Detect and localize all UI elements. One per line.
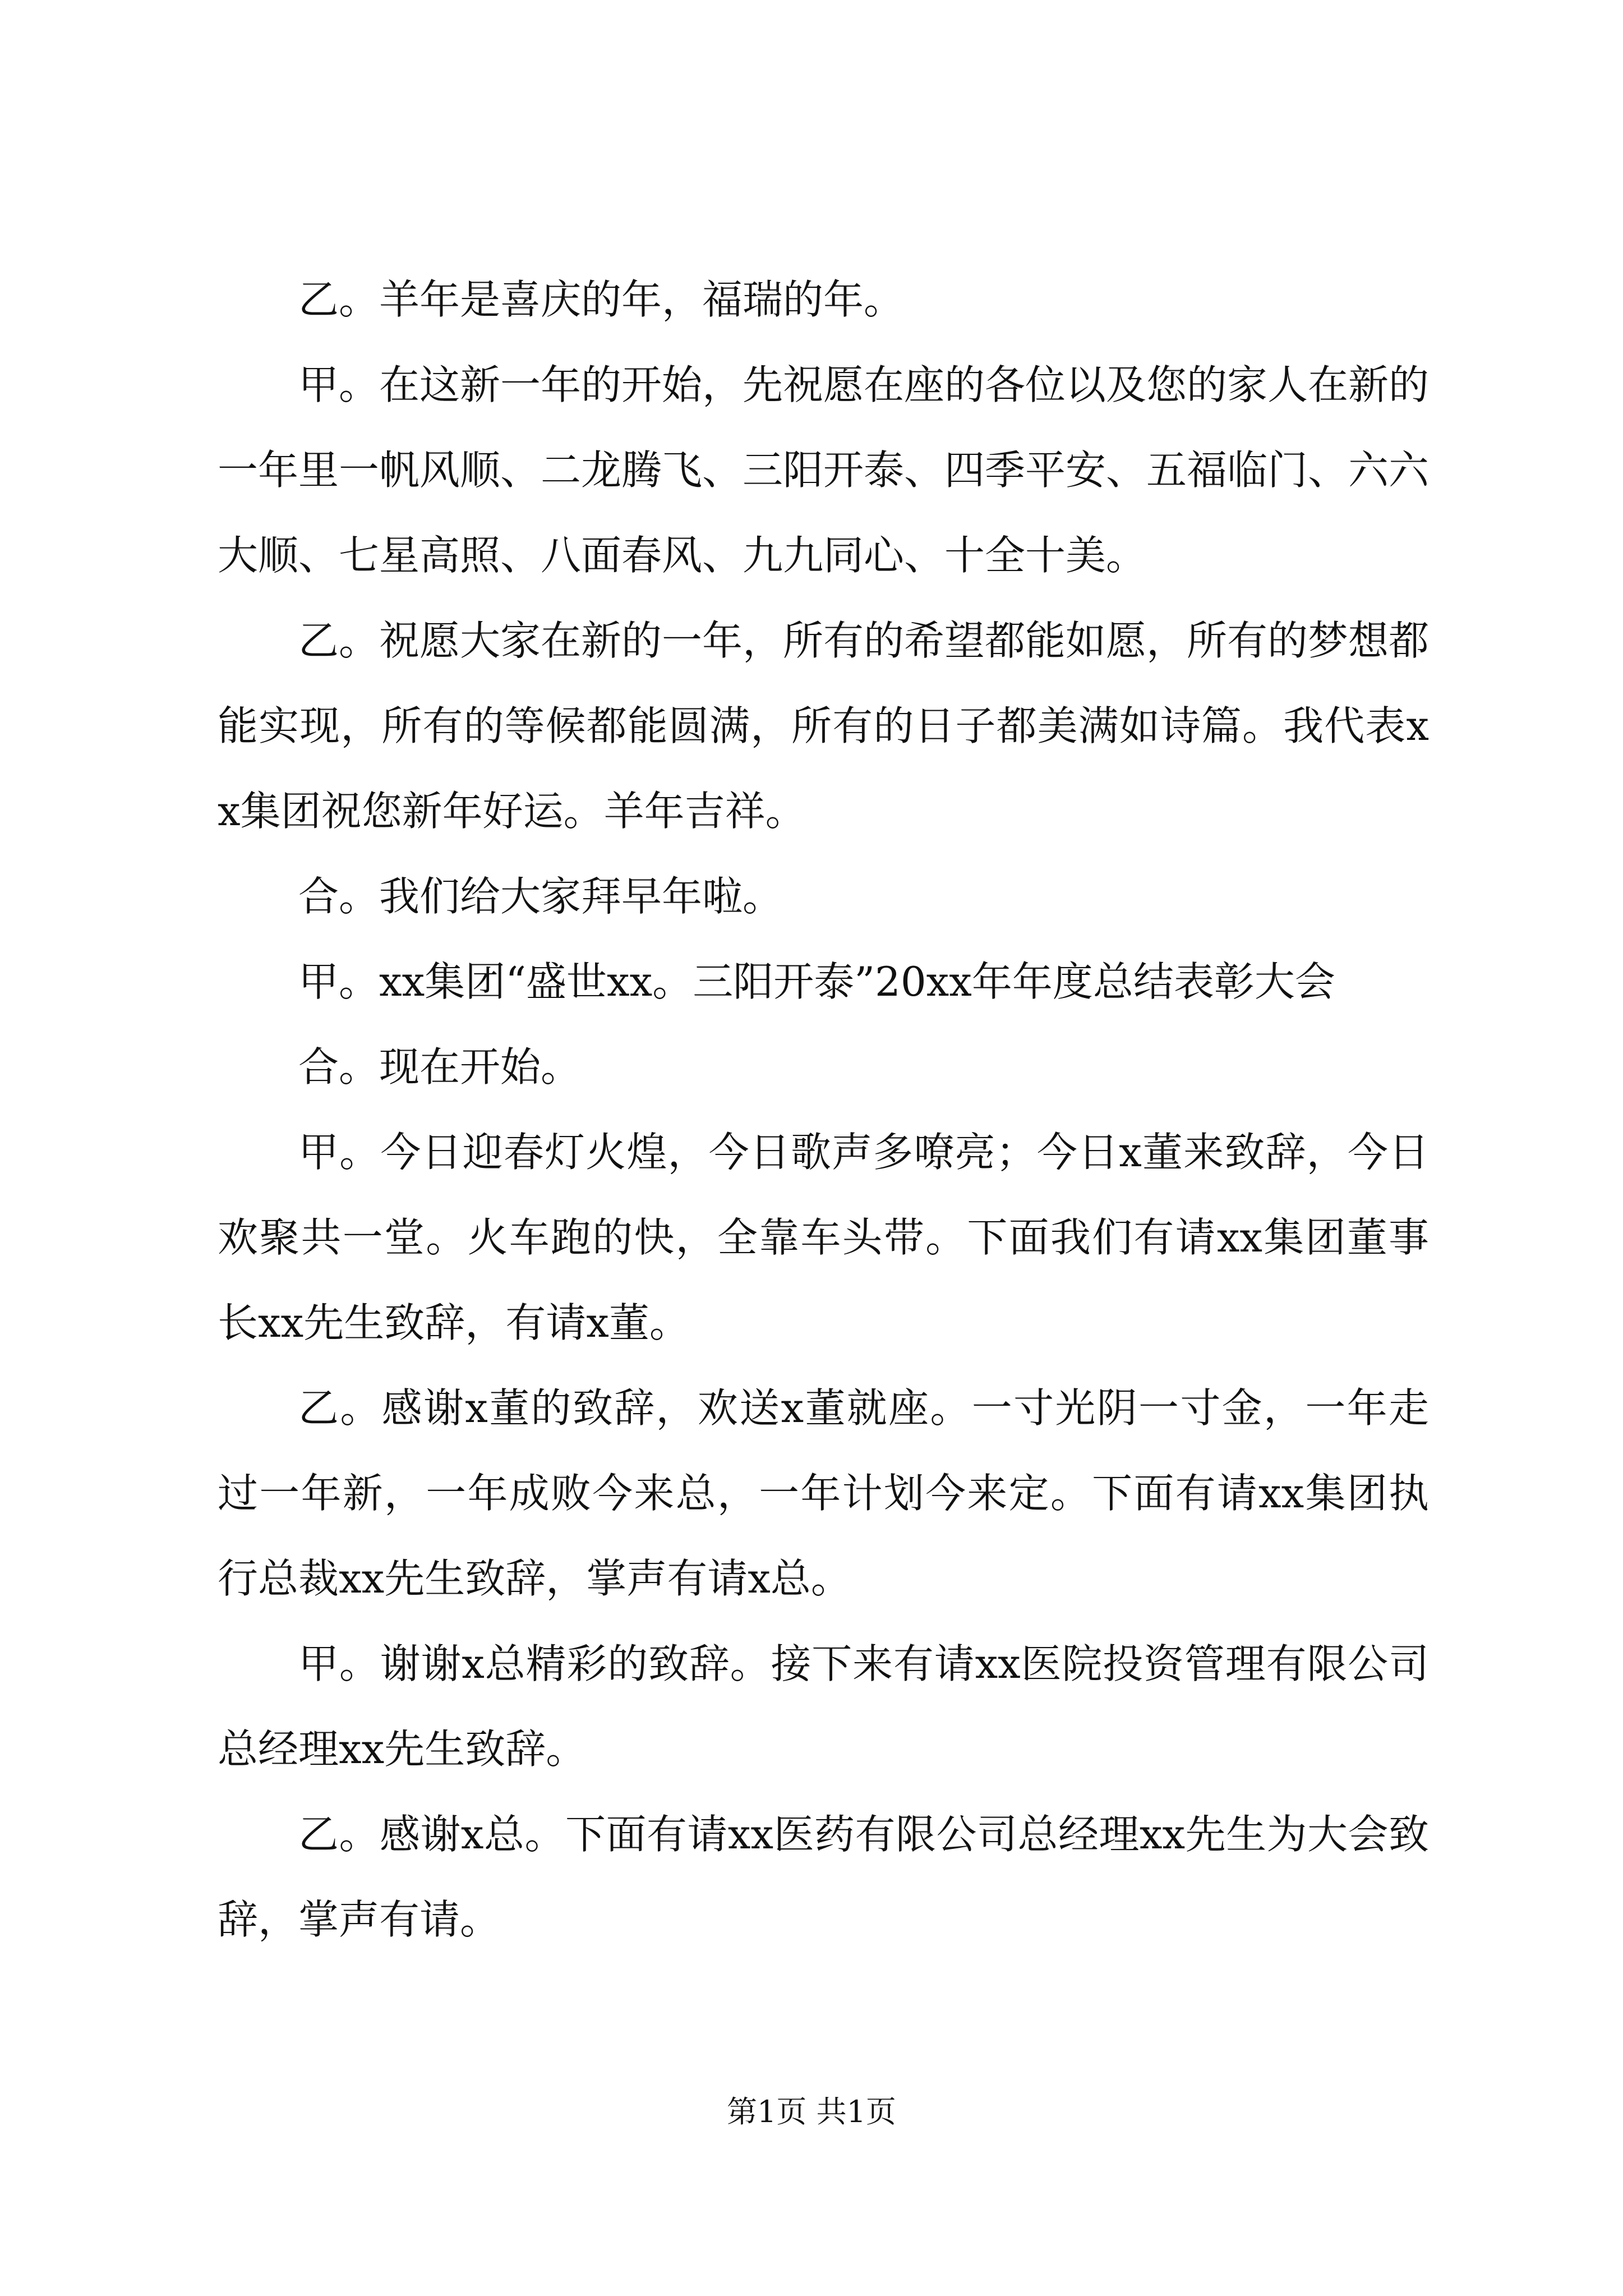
paragraph-4: 合。我们给大家拜早年啦。 (298, 873, 783, 920)
paragraph-8: 乙。感谢x董的致辞，欢送x董就座。一寸光阴一寸金，一年走过一年新，一年成败今来总，一年计划今来定。下面有请xx集团执行总裁xx先生致辞，掌声有请x总。 (218, 1384, 1429, 1602)
paragraph-3: 乙。祝愿大家在新的一年，所有的希望都能如愿，所有的梦想都能实现，所有的等候都能圆满，所有的日子都美满如诗篇。我代表xx集团祝您新年好运。羊年吉祥。 (218, 617, 1430, 835)
page-footer: 第1页 共1页 (727, 2094, 896, 2129)
document-body (218, 257, 1429, 1962)
paragraph-5: 甲。xx集团“盛世xx。三阳开泰”20xx年年度总结表彰大会 (298, 958, 1335, 1005)
paragraph-6: 合。现在开始。 (298, 1043, 582, 1091)
paragraph-10: 乙。感谢x总。下面有请xx医药有限公司总经理xx先生为大会致辞，掌声有请。 (218, 1811, 1429, 1943)
paragraph-1: 乙。羊年是喜庆的年，福瑞的年。 (298, 276, 905, 323)
paragraph-7: 甲。今日迎春灯火煌，今日歌声多嘹亮；今日x董来致辞，今日欢聚共一堂。火车跑的快，全靠车头带。下面我们有请xx集团董事长xx先生致辞，有请x董。 (218, 1129, 1429, 1346)
paragraph-9: 甲。谢谢x总精彩的致辞。接下来有请xx医院投资管理有限公司总经理xx先生致辞。 (218, 1640, 1429, 1773)
paragraph-2: 甲。在这新一年的开始，先祝愿在座的各位以及您的家人在新的一年里一帆风顺、二龙腾飞、三阳开泰、四季平安、五福临门、六六大顺、七星高照、八面春风、九九同心、十全十美。 (218, 361, 1430, 579)
